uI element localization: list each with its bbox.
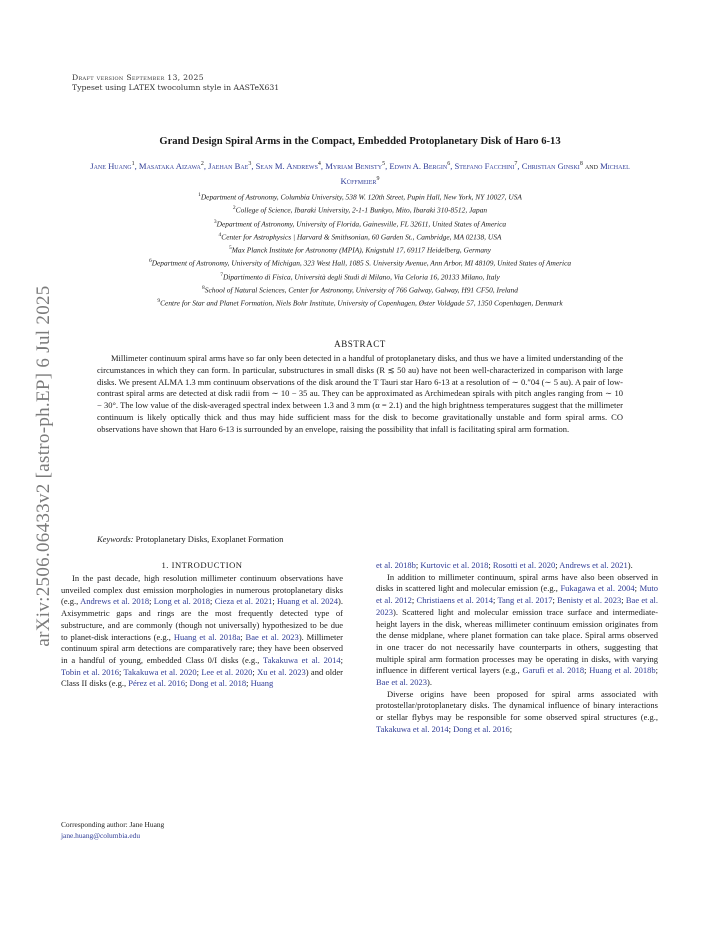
- affiliation-text: Dipartimento di Fisica, Università degli Studi di Milano, Via Celoria 16, 20133 Milano, Italy: [222, 272, 500, 282]
- right-column: [376, 560, 658, 736]
- citation-link[interactable]: Huang: [250, 678, 274, 689]
- author-affiliation-marker: 8: [579, 161, 583, 167]
- citation-link[interactable]: Lee et al. 2020: [201, 666, 253, 677]
- intro-paragraph-1: In the past decade, high resolution millimeter continuum observations have unveiled complex dust emission morphologies in numerous protoplanetary disks (e.g., Andrews et al. 2018; Long et al. 2018; Cieza et al. 2021; Huang et al. 2024). Axisymmetric gaps and rings are the most frequently detected type of substructure, and are commonly (though not universally) hypothesized to be due to planet-disk interactions (e.g., Huang et al. 2018a; Bae et al. 2023). Millimeter continuum spiral arm detections are comparatively rare; they have been observed in a handful of young, embedded Class 0/I disks (e.g., Takakuwa et al. 2014; Tobin et al. 2016; Takakuwa et al. 2020; Lee et al. 2020; Xu et al. 2023) and older Class II disks (e.g., Pérez et al. 2016; Dong et al. 2018; Huang: [61, 573, 344, 689]
- citation-link[interactable]: Cieza et al. 2021: [214, 596, 273, 607]
- affiliation: [52, 203, 668, 216]
- paper-title: Grand Design Spiral Arms in the Compact, Embedded Protoplanetary Disk of Haro 6-13: [159, 136, 561, 147]
- intro-paragraph-3: Diverse origins have been proposed for spiral arms associated with protostellar/protoplanetary disks. The dynamical influence of binary interactions or stellar flybys may be responsible for some observed spiral structures (e.g., Takakuwa et al. 2014; Dong et al. 2016;: [376, 688, 658, 734]
- author-affiliation-marker: 6: [447, 161, 451, 167]
- affiliation-text: College of Science, Ibaraki University, 2-1-1 Bunkyo, Mito, Ibaraki 310-8512, Japan: [235, 205, 488, 215]
- introduction-heading: 1. INTRODUCTION: [161, 560, 243, 570]
- citation-link[interactable]: Benisty et al. 2023: [557, 595, 622, 606]
- citation-link[interactable]: Christiaens et al. 2014: [416, 595, 493, 606]
- author-affiliation-marker: 4: [317, 161, 321, 167]
- citation-link[interactable]: Huang et al. 2018b: [589, 665, 656, 676]
- left-column: [61, 560, 343, 690]
- affiliation-text: Department of Astronomy, University of Michigan, 323 West Hall, 1085 S. University Avenue, Ann Arbor, MI 48109, United States of America: [151, 258, 572, 268]
- author-name[interactable]: Christian Ginski: [521, 160, 580, 171]
- affiliation-number: 6: [148, 258, 152, 265]
- citation-link[interactable]: Long et al. 2018: [153, 596, 211, 607]
- affiliation-text: Center for Astrophysics | Harvard & Smithsonian, 60 Garden St., Cambridge, MA 02138, USA: [221, 232, 502, 242]
- author-affiliation-marker: 9: [376, 175, 380, 182]
- author-name[interactable]: Masataka Aizawa: [138, 160, 201, 171]
- affiliation-number: 3: [213, 218, 217, 225]
- citation-link[interactable]: Tobin et al. 2016: [61, 666, 120, 677]
- citation-link[interactable]: Fukagawa et al. 2004: [560, 583, 635, 594]
- corresponding-author-email[interactable]: jane.huang@columbia.edu: [61, 831, 141, 840]
- affiliation-text: Department of Astronomy, University of Florida, Gainesville, FL 32611, United States of America: [216, 219, 507, 228]
- affiliation-number: 7: [220, 271, 223, 278]
- author-name[interactable]: Michael Küffmeier: [340, 160, 630, 186]
- citation-link[interactable]: Pérez et al. 2016: [128, 678, 185, 689]
- citation-link[interactable]: Dong et al. 2018: [189, 678, 247, 689]
- citation-link[interactable]: Takakuwa et al. 2014: [263, 654, 341, 665]
- citation-link[interactable]: Bae et al. 2023: [376, 677, 427, 688]
- citation-link[interactable]: Muto et al. 2012: [376, 583, 658, 606]
- citation-link[interactable]: Huang et al. 2024: [277, 596, 339, 607]
- citation-link[interactable]: Tang et al. 2017: [497, 595, 553, 606]
- affiliation-number: 1: [198, 192, 201, 198]
- affiliation-list: [52, 190, 668, 309]
- author-name[interactable]: Myriam Benisty: [325, 160, 383, 171]
- citation-link[interactable]: Garufi et al. 2018: [522, 665, 585, 676]
- draft-version: Draft version September 13, 2025: [72, 73, 204, 82]
- author-name[interactable]: Jaehan Bae: [208, 160, 249, 171]
- intro-paragraph-2: In addition to millimeter continuum, spiral arms have also been observed in disks in scattered light and molecular emission (e.g., Fukagawa et al. 2004; Muto et al. 2012; Christiaens et al. 2014; Tang et al. 2017; Benisty et al. 2023; Bae et al. 2023). Scattered light and molecular emission trace surface and intermediate-height layers in the disk, whereas millimeter continuum emission originates from the dense midplane, where planet formation can take place. Spiral arms observed in one tracer do not necessarily have counterparts in others, suggesting that multiple spiral arm formation processes may be operating in disks, with varying influence in different vertical layers (e.g., Garufi et al. 2018; Huang et al. 2018b; Bae et al. 2023).: [376, 571, 658, 688]
- affiliation-number: 2: [232, 205, 236, 212]
- author-affiliation-marker: 2: [200, 161, 204, 167]
- affiliation: [52, 217, 668, 230]
- preprint-header: [72, 73, 279, 93]
- author-name[interactable]: Jane Huang: [90, 160, 132, 171]
- citation-link[interactable]: Andrews et al. 2021: [559, 560, 628, 570]
- affiliation-number: 4: [218, 231, 222, 238]
- author-affiliation-marker: 1: [131, 161, 135, 167]
- arxiv-identifier: [22, 246, 66, 686]
- citation-link[interactable]: Kurtovic et al. 2018: [420, 560, 489, 570]
- affiliation-number: 9: [157, 298, 161, 305]
- affiliation-text: Department of Astronomy, Columbia University, 538 W. 120th Street, Pupin Hall, New York, NY 10027, USA: [200, 192, 522, 202]
- affiliation: [52, 230, 668, 243]
- citation-link[interactable]: Dong et al. 2016: [453, 723, 510, 734]
- affiliation-number: 5: [229, 245, 232, 252]
- citation-link[interactable]: et al. 2018b: [376, 560, 416, 570]
- affiliation: [52, 270, 668, 283]
- citation-link[interactable]: Bae et al. 2023: [376, 595, 658, 617]
- affiliation: [52, 283, 668, 296]
- keywords-label: Keywords:: [97, 534, 134, 544]
- affiliation: [52, 243, 668, 256]
- affiliation: [52, 190, 668, 203]
- author-list: Jane Huang$^1$, Masataka Aizawa$^2$, Jaehan Bae$^3$, Sean M. Andrews$^4$, Myriam Benisty$^5$, Edwin A. Bergin$^6$, Stefano Facchini$^7$, Christian Ginski$^8$ and Michael Küffmeier$^9$: [90, 160, 630, 186]
- author-name[interactable]: Stefano Facchini: [454, 160, 515, 171]
- citation-link[interactable]: Huang et al. 2018a: [173, 631, 241, 642]
- abstract-heading: ABSTRACT: [334, 339, 386, 349]
- affiliation: [52, 256, 668, 269]
- abstract-text: Millimeter continuum spiral arms have so far only been detected in a handful of protoplanetary disks, and thus we have a limited understanding of the circumstances in which they can form. In particular, substructures in small disks (R ≲ 50 au) have not been well-characterized in comparison with large disks. We present ALMA 1.3 mm continuum observations of the disk around the T Tauri star Haro 6-13 at a resolution of ∼ 0.″04 (∼ 5 au). A pair of low-contrast spiral arms are detected at disk radii from ∼ 10 − 35 au. They can be approximated as Archimedean spirals with pitch angles ranging from ∼ 10 − 30°. The low value of the disk-averaged spectral index between 1.3 and 3 mm (α = 2.1) and the high brightness temperatures suggest that the millimeter continuum is likely optically thick and thus may hide sufficient mass for the disk to become gravitationally unstable and form spiral arms. CO observations have shown that Haro 6-13 is surrounded by an envelope, raising the possibility that infall is facilitating spiral arm formation.: [97, 353, 623, 434]
- citation-link[interactable]: Takakuwa et al. 2014: [376, 723, 449, 734]
- author-name[interactable]: Edwin A. Bergin: [389, 160, 448, 171]
- corresponding-author-label: Corresponding author: Jane Huang: [61, 820, 165, 829]
- author-affiliation-marker: 7: [514, 161, 518, 167]
- intro-paragraph-1-continued: et al. 2018b; Kurtovic et al. 2018; Rosotti et al. 2020; Andrews et al. 2021).: [376, 560, 633, 570]
- keywords: [97, 534, 283, 544]
- corresponding-author: [61, 819, 164, 841]
- citation-link[interactable]: Rosotti et al. 2020: [492, 560, 556, 570]
- author-name[interactable]: Sean M. Andrews: [255, 160, 318, 171]
- citation-link[interactable]: Xu et al. 2023: [257, 666, 306, 677]
- citation-link[interactable]: Bae et al. 2023: [245, 631, 299, 642]
- affiliation-text: School of Natural Sciences, Center for Astronomy, University of 766 Galway, Galway, H91 CF50, Ireland: [204, 285, 518, 295]
- arxiv-id-text: arXiv:2506.06433v2 [astro-ph.EP] 6 Jul 2025: [33, 285, 54, 647]
- affiliation-number: 8: [202, 284, 205, 291]
- typeset-note: Typeset using LATEX twocolumn style in AASTeX631: [72, 83, 280, 92]
- affiliation: [52, 296, 668, 309]
- author-affiliation-marker: 3: [248, 161, 252, 167]
- keywords-text: Protoplanetary Disks, Exoplanet Formation: [135, 534, 284, 544]
- authors-and: and: [582, 160, 601, 171]
- citation-link[interactable]: Andrews et al. 2018: [80, 596, 150, 607]
- affiliation-text: Centre for Star and Planet Formation, Niels Bohr Institute, University of Copenhagen, Øster Voldgade 57, 1350 Copenhagen, Denmark: [160, 298, 563, 308]
- citation-link[interactable]: Takakuwa et al. 2020: [123, 666, 197, 677]
- author-affiliation-marker: 5: [382, 161, 386, 167]
- affiliation-text: Max Planck Institute for Astronomy (MPIA), Knigstuhl 17, 69117 Heidelberg, Germany: [231, 245, 491, 255]
